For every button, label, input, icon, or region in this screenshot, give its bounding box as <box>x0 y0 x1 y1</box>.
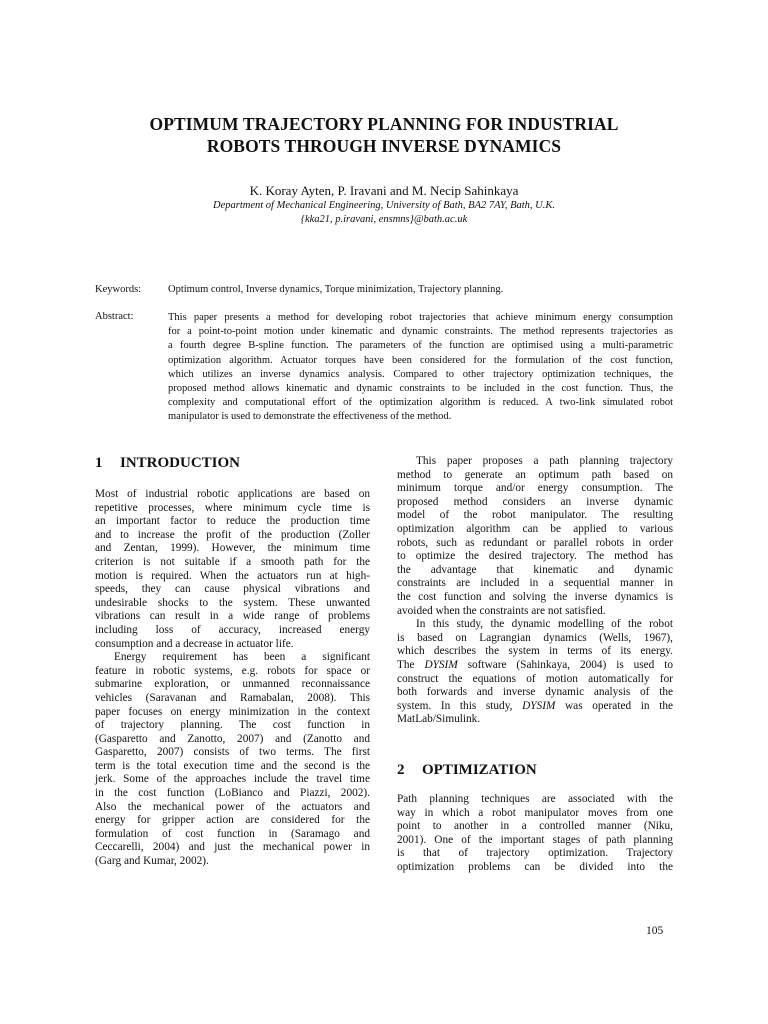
text-line: model of the robot manipulator. The resulting <box>397 509 673 522</box>
text-line: avoided when the constraints are not satisfied. <box>397 604 606 617</box>
text-line: formulation of cost function in (Saramago and <box>95 827 370 840</box>
text-line: MatLab/Simulink. <box>397 713 481 726</box>
text-line: is based on Lagrangian dynamics (Wells, 1967), <box>397 631 673 644</box>
abstract-line: which utilizes an inverse dynamics analysis. Compared to other trajectory optimization techniques, the <box>168 368 673 380</box>
title-line-1: OPTIMUM TRAJECTORY PLANNING FOR INDUSTRIAL <box>149 114 619 134</box>
text-line: in the cost function (LoBianco and Piazzi, 2002). <box>95 787 370 800</box>
text-line: submarine exploration, or unmanned reconnaissance <box>95 678 370 691</box>
text-line: system. In this study, DYSIM was operated in the <box>397 699 674 712</box>
text-line: The DYSIM software (Sahinkaya, 2004) is used to <box>397 658 674 671</box>
text-line: (Gasparetto and Zanotto, 2007) and (Zanotto and <box>95 732 370 745</box>
text-line: which describes the system in terms of its energy. <box>397 645 673 658</box>
text-line: jerk. Some of the approaches include the travel time <box>95 773 370 786</box>
section-title: INTRODUCTION <box>120 455 241 471</box>
abstract-line: proposed method allows kinematic and dynamic constraints to be included in the cost function. Thus, the <box>168 383 673 395</box>
title-line-2: ROBOTS THROUGH INVERSE DYNAMICS <box>206 136 562 156</box>
keywords-text: Optimum control, Inverse dynamics, Torque minimization, Trajectory planning. <box>168 284 504 295</box>
text-line: consumption and a decrease in actuator life. <box>95 637 294 650</box>
text-line: to optimize the desired trajectory. The method has <box>397 550 673 563</box>
text-line: the cost function and solving the inverse dynamics is <box>397 590 673 603</box>
text-line: and Zentan, 1999). However, the minimum time <box>95 542 370 555</box>
text-line: repetitive processes, where minimum cycle time is <box>95 501 370 514</box>
abstract-text <box>168 311 673 425</box>
text-line: vibrations can result in a wide range of problems <box>95 610 370 623</box>
text-line: robots, such as redundant or parallel robots in order <box>397 536 673 549</box>
text-line: undesirable shocks to the system. These unwanted <box>95 596 370 609</box>
text-line: method to generate an optimum path based on <box>397 468 673 481</box>
software-name: DYSIM <box>424 658 458 671</box>
abstract-line: optimization algorithm. Actuator torques have been considered for the formulation of the cost function, <box>168 354 673 366</box>
text-line: both forwards and inverse dynamic analysis of the <box>397 686 673 699</box>
author-emails: {kka21, p.iravani, ensmns}@bath.ac.uk <box>300 214 468 225</box>
affiliation-block <box>60 199 708 227</box>
text-line: proposed method considers an inverse dynamic <box>397 495 673 508</box>
text-line: This paper proposes a path planning trajectory <box>416 455 673 467</box>
text-line: of trajectory planning. The cost function in <box>95 719 370 732</box>
text-line: Gasparetto, 2007) consists of two terms. The first <box>95 746 370 759</box>
authors: K. Koray Ayten, P. Iravani and M. Necip Sahinkaya <box>249 183 519 198</box>
section-1-heading <box>95 455 240 472</box>
text-line: and to increase the profit of the production (Zoller <box>95 528 370 541</box>
abstract-line: a fourth degree B-spline function. The parameters of the function are optimised using a multi-parametric <box>168 340 673 352</box>
text-line: the advantage that kinematic and dynamic <box>397 563 673 576</box>
text-line: optimization algorithm can be applied to various <box>397 522 673 535</box>
text-line: point to another in a controlled manner (Niku, <box>397 820 673 833</box>
text-line: is that of trajectory optimization. Trajectory <box>397 847 673 860</box>
text-line: term is the total execution time and the second is the <box>95 759 370 772</box>
keywords-label: Keywords: <box>95 284 142 295</box>
text-line: including loss of accuracy, increased energy <box>95 623 370 636</box>
right-column-section-2-text <box>397 793 673 875</box>
text-line: minimum torque and/or energy consumption. The <box>397 482 673 495</box>
text-line: criterion is not suitable if a smooth path for the <box>95 555 370 568</box>
text-line: constraints are included in a sequential manner in <box>397 577 673 590</box>
text-line: an important factor to reduce the production time <box>95 515 370 528</box>
software-name: DYSIM <box>522 699 556 712</box>
paper-title <box>60 113 708 157</box>
section-title: OPTIMIZATION <box>422 762 537 778</box>
text-line: motion is required. When the actuators run at high- <box>95 569 370 582</box>
text-line: Also the mechanical power of the actuators and <box>95 800 370 813</box>
text-line: optimization problems can be divided into the <box>397 860 673 873</box>
right-column-text <box>397 455 673 727</box>
section-number: 1 <box>95 455 103 471</box>
text-line: (Garg and Kumar, 2002). <box>95 855 209 868</box>
abstract-line: for a point-to-point motion under kinematic and dynamic constraints. The method represents trajectories as <box>168 326 673 338</box>
text-line: energy for gripper action are considered for the <box>95 814 370 827</box>
text-line: way in which a robot manipulator moves from one <box>397 806 673 819</box>
abstract-line: This paper presents a method for developing robot trajectories that achieve minimum energy consumption <box>168 312 673 323</box>
text-line: 2001). One of the important stages of path planning <box>397 833 673 846</box>
text-line: construct the equations of motion automatically for <box>397 672 673 685</box>
text-line: vehicles (Saravanan and Ramabalan, 2008). This <box>95 691 370 704</box>
section-number: 2 <box>397 762 405 778</box>
abstract-line: manipulator is used to demonstrate the effectiveness of the method. <box>168 411 452 423</box>
text-line: speeds, they can cause physical vibrations and <box>95 583 370 596</box>
affiliation: Department of Mechanical Engineering, University of Bath, BA2 7AY, Bath, U.K. <box>213 200 555 211</box>
text-line: Most of industrial robotic applications are based on <box>95 488 370 500</box>
text-line: Energy requirement has been a significant <box>114 651 370 664</box>
page-number: 105 <box>646 925 664 937</box>
text-line: paper focuses on energy minimization in the context <box>95 705 370 718</box>
abstract-line: complexity and computational effort of the optimization algorithm is reduced. A two-link simulated robot <box>168 397 673 409</box>
left-column-text <box>95 488 370 869</box>
text-line: Ceccarelli, 2004) and just the mechanical power in <box>95 841 370 854</box>
text-line: feature in robotic systems, e.g. robots for space or <box>95 664 370 677</box>
section-2-heading <box>397 762 537 779</box>
text-line: Path planning techniques are associated with the <box>397 793 673 805</box>
abstract-label: Abstract: <box>95 311 134 322</box>
text-line: In this study, the dynamic modelling of the robot <box>416 618 673 631</box>
